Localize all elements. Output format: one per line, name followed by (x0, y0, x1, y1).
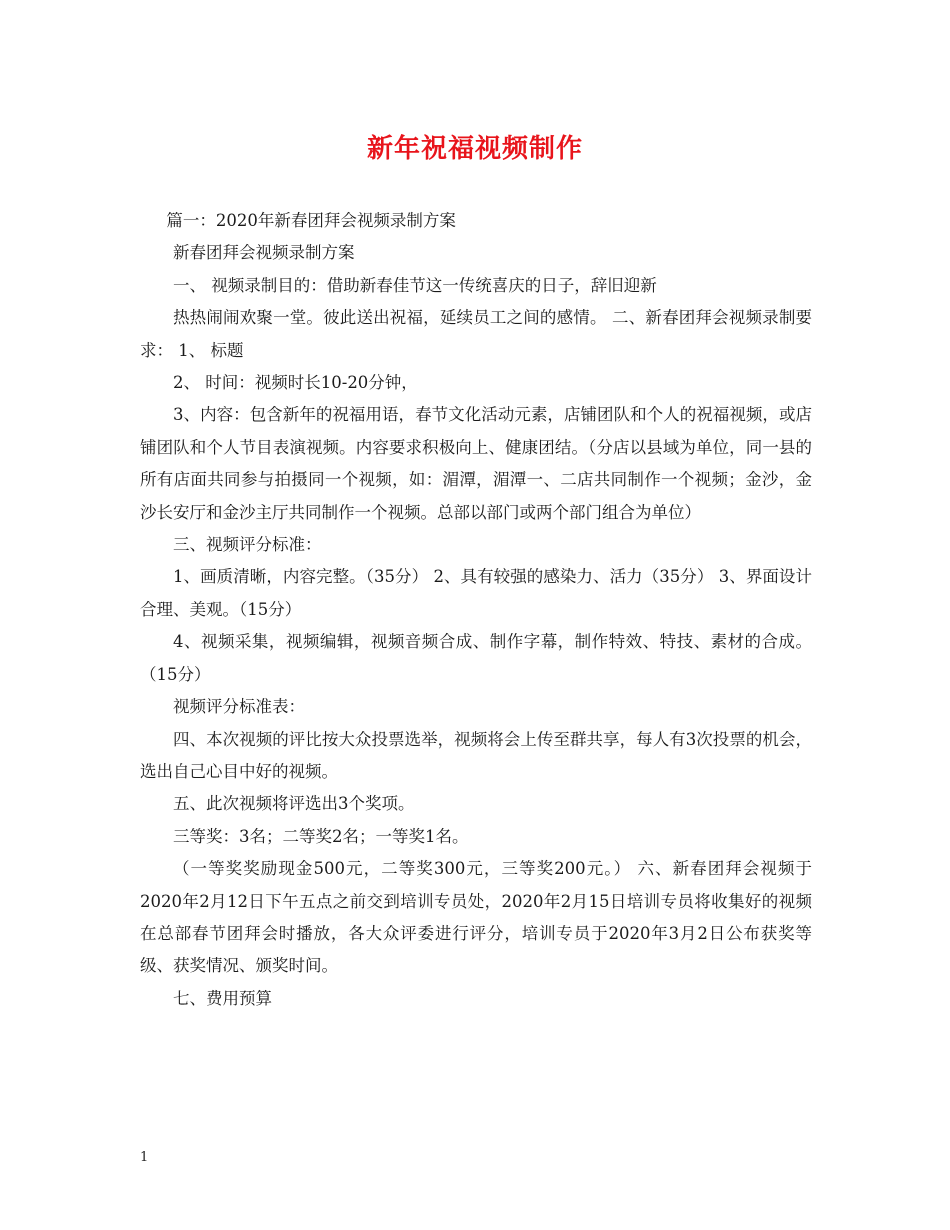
paragraph-article-heading: 篇一：2020年新春团拜会视频录制方案 (166, 211, 456, 230)
paragraph-plan-title: 新春团拜会视频录制方案 (173, 243, 355, 263)
paragraph-content: 3、内容：包含新年的祝福用语，春节文化活动元素，店铺团队和个人的祝福视频，或店铺团队和个人节目表演视频。内容要求积极向上、健康团结。（分店以县域为单位，同一县的所有店面共同参与拍摄同一个视频，如：湄潭，湄潭一、二店共同制作一个视频；金沙，金沙长安厅和金沙主厅共同制作一个视频。总部以部门或两个部门组合为单位） (140, 405, 812, 522)
paragraph-scoring-table: 视频评分标准表： (173, 697, 305, 717)
paragraph-voting: 四、本次视频的评比按大众投票选举，视频将会上传至群共享，每人有3次投票的机会，选出自己心目中好的视频。 (140, 729, 812, 781)
paragraph-prizes-schedule: （一等奖奖励现金500元，二等奖300元，三等奖200元。） 六、新春团拜会视频于2020年2月12日下午五点之前交到培训专员处，2020年2月15日培训专员将收集好的视频在总部春节团拜会时播放，各大众评委进行评分，培训专员于2020年3月2日公布获奖等级、获奖情况、颁奖时间。 (140, 859, 812, 976)
document-body (140, 205, 812, 1015)
paragraph-awards: 五、此次视频将评选出3个奖项。 (173, 794, 415, 814)
paragraph-requirements: 热热闹闹欢聚一堂。彼此送出祝福，延续员工之间的感情。 二、新春团拜会视频录制要求： 1、 标题 (140, 308, 812, 360)
paragraph-purpose: 一、 视频录制目的：借助新春佳节这一传统喜庆的日子，辞旧迎新 (173, 275, 657, 295)
paragraph-budget: 七、费用预算 (173, 988, 272, 1008)
paragraph-scoring-1: 1、画质清晰，内容完整。（35分） 2、具有较强的感染力、活力（35分） 3、界面设计合理、美观。（15分） (140, 567, 812, 619)
page-number: 1 (140, 1150, 149, 1165)
document-title: 新年祝福视频制作 (366, 134, 583, 164)
paragraph-award-counts: 三等奖：3名；二等奖2名；一等奖1名。 (173, 826, 469, 846)
paragraph-scoring-2: 4、视频采集，视频编辑，视频音频合成、制作字幕，制作特效、特技、素材的合成。（15分） (140, 632, 812, 684)
paragraph-time: 2、 时间：视频时长10-20分钟， (173, 373, 418, 393)
paragraph-scoring-heading: 三、视频评分标准： (173, 535, 322, 555)
